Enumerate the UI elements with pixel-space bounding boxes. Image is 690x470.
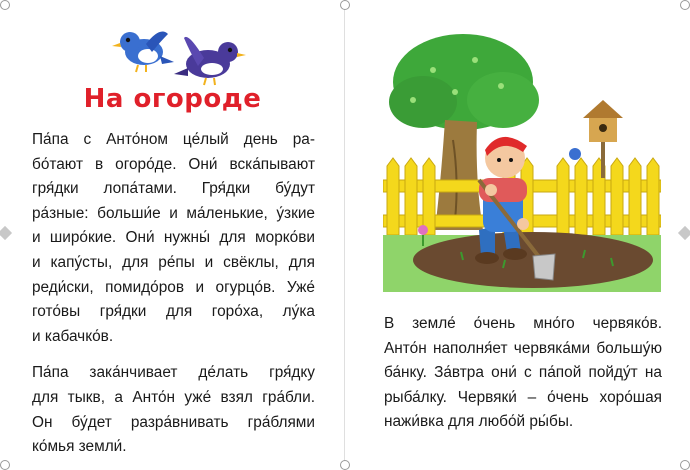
text-line: рыба́лку. Червяки́ – о́чень хоро́шая [384, 388, 662, 406]
text-line: ко́мья земли́. [32, 438, 127, 456]
text-line: для тыкв, а Анто́н уже́ взял гра́бли. [32, 388, 315, 406]
text-line: бо́тают в огоро́де. Они́ вска́пывают [32, 155, 315, 173]
corner-ring [680, 0, 690, 10]
text-line: гото́вы гря́дки для горо́ха, лу́ка [32, 303, 315, 321]
purple-bird-icon [174, 37, 246, 85]
text-line: гря́дки лопа́тами. Гря́дки бу́дут [32, 180, 315, 198]
corner-ring [680, 460, 690, 470]
text-line: Он бу́дет разра́внивать гра́блями [32, 413, 315, 431]
blue-bird-icon [112, 32, 174, 72]
paragraph-2 [32, 361, 315, 459]
text-line: реди́ски, помидо́ров и огурцо́в. Уже́ [32, 278, 315, 296]
text-line: и широ́кие. Они́ нужны́ для морко́ви [32, 229, 315, 247]
text-line: Па́па зака́нчивает де́лать гря́дку [32, 364, 315, 382]
story-title: На огороде [83, 84, 262, 114]
corner-ring [0, 0, 10, 10]
corner-ring [340, 460, 350, 470]
left-page-text [32, 128, 315, 460]
small-bird [569, 148, 581, 160]
text-line: и капу́сты, для ре́пы и свёклы, для [32, 253, 315, 271]
text-line: и кабачко́в. [32, 327, 114, 345]
birds-illustration [108, 22, 248, 88]
right-page-text [384, 312, 662, 435]
text-line: нажи́вка для любо́й ры́бы. [384, 413, 574, 431]
paragraph-3 [384, 312, 662, 435]
corner-ring [0, 460, 10, 470]
boy-with-shovel [475, 137, 555, 280]
corner-ring [340, 0, 350, 10]
garden-illustration [383, 30, 661, 292]
paragraph-1 [32, 128, 315, 349]
text-line: ра́зные: больши́е и ма́ленькие, у́зкие [32, 204, 315, 222]
text-line: В земле́ о́чень мно́го червяко́в. [384, 315, 662, 332]
text-line: Анто́н наполня́ет червяка́ми большу́ю [384, 339, 662, 357]
text-line: Па́па с Анто́ном це́лый день ра- [32, 131, 315, 148]
text-line: ба́нку. За́втра они́ с па́пой пойду́т на [384, 364, 662, 382]
